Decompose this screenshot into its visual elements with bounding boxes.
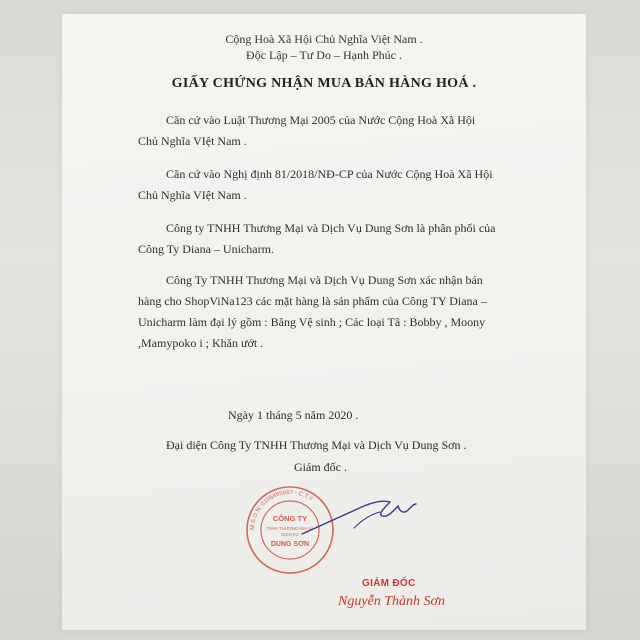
- representative-line: Đại diện Công Ty TNHH Thương Mại và Dịch Vụ Dung Sơn .: [166, 438, 467, 452]
- stamp-company-name: DUNG SƠN: [270, 541, 310, 548]
- document-page: [62, 14, 586, 630]
- paragraph-4-line-4: ,Mamypoko i ; Khăn ướt .: [138, 336, 264, 350]
- national-motto-line1: Cộng Hoà Xã Hội Chủ Nghĩa Việt Nam .: [225, 32, 423, 46]
- stamp-ring-text: M.S.D.N: 0106865667 - C.T.Y: [249, 489, 314, 531]
- paragraph-3-line-2: Công Ty Diana – Unicharm.: [138, 242, 274, 256]
- paragraph-3-line-1: Công ty TNHH Thương Mại và Dịch Vụ Dung Sơn là phân phối của: [166, 221, 496, 235]
- director-label: Giám đốc .: [294, 460, 347, 474]
- stamp-company-type: TNHH THƯƠNG MẠI VÀ: [266, 526, 314, 531]
- stamp-company-label: CÔNG TY: [272, 514, 308, 523]
- director-signature: [294, 484, 420, 554]
- paragraph-4-line-3: Unicharm làm đại lý gồm : Băng Vệ sinh ; Các loại Tã : Bobby , Moony: [138, 315, 486, 329]
- stamp-director-title: GIÁM ĐỐC: [362, 578, 416, 589]
- national-motto-line2: Độc Lập – Tư Do – Hạnh Phúc .: [246, 48, 402, 62]
- stamp-company-type-2: DỊCH VỤ: [281, 532, 299, 537]
- paragraph-2-line-1: Căn cứ vào Nghị định 81/2018/NĐ-CP của Nước Cộng Hoà Xã Hội: [166, 167, 493, 181]
- paragraph-3: [138, 218, 530, 260]
- paragraph-4: [138, 270, 530, 354]
- paragraph-1-line-2: Chủ Nghĩa VIệt Nam .: [138, 134, 247, 148]
- paragraph-1-line-1: Căn cứ vào Luật Thương Mại 2005 của Nước Cộng Hoà Xã Hội: [166, 113, 476, 127]
- stamp-director-name: Nguyễn Thành Sơn: [338, 594, 446, 609]
- paragraph-1: [138, 110, 530, 152]
- document-title: GIẤY CHỨNG NHẬN MUA BÁN HÀNG HOÁ .: [171, 76, 477, 91]
- date-line: Ngày 1 tháng 5 năm 2020 .: [228, 408, 359, 422]
- paragraph-2: [138, 164, 530, 206]
- paragraph-2-line-2: Chủ Nghĩa VIệt Nam .: [138, 188, 247, 202]
- paragraph-4-line-1: Công Ty TNHH Thương Mại và Dịch Vụ Dung Sơn xác nhận bán: [166, 273, 483, 287]
- paragraph-4-line-2: hàng cho ShopViNa123 các mặt hàng là sản phẩm của Công TY Diana –: [138, 294, 487, 308]
